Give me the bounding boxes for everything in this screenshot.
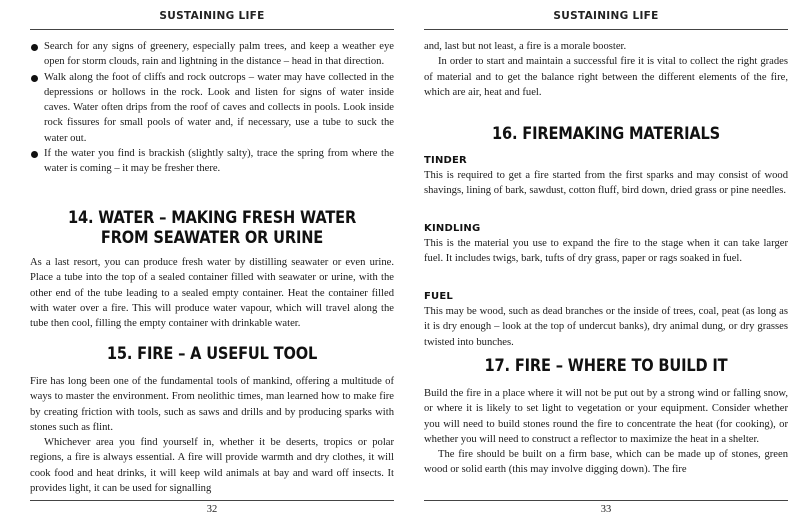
- fuel-block: [424, 290, 788, 350]
- bullet-icon: [31, 151, 38, 158]
- page-number: 33: [600, 504, 612, 515]
- kindling-block: [424, 222, 788, 267]
- header-rule: [30, 29, 394, 30]
- list-item: Search for any signs of greenery, especially palm trees, and keep a weather eye open for storm clouds, rain and lightning in the distance – head in that direction.: [30, 39, 394, 70]
- section-heading: 14. WATER – MAKING FRESH WATER FROM SEAWATER OR URINE: [67, 208, 357, 248]
- section-heading: 15. FIRE – A USEFUL TOOL: [106, 344, 318, 364]
- body-paragraph: Fire has long been one of the fundamental tools of mankind, offering a multitude of ways to master the environment. From neolithic times, man learned how to make fire by creating friction with tools, such as saws and drills and by producing sparks with stones such as flint.: [30, 376, 394, 433]
- section-17: [424, 356, 788, 478]
- subheading: FUEL: [424, 291, 453, 302]
- subheading: TINDER: [424, 155, 467, 166]
- subheading: KINDLING: [424, 223, 481, 234]
- header-rule: [424, 29, 788, 30]
- tinder-block: [424, 154, 788, 199]
- body-paragraph: As a last resort, you can produce fresh water by distilling seawater or even urine. Place a tube into the top of a sealed container filled with seawater or urine, with the other end of the tube leading to a sealed empty container. Heat the container filled with water over a fire. This will produce water vapour, which will travel along the tube then cool, filling the empty container with drinkable water.: [30, 257, 394, 330]
- list-item: If the water you find is brackish (slightly salty), trace the spring from where the water is coming – it may be fresher there.: [30, 146, 394, 177]
- bullet-icon: [31, 44, 38, 51]
- running-header: SUSTAINING LIFE: [553, 10, 659, 22]
- body-paragraph: This is required to get a fire started from the first sparks and may consist of wood shavings, lining of bark, sawdust, cotton fluff, bird down, dried grass or pine needles.: [424, 170, 788, 197]
- body-paragraph: In order to start and maintain a successful fire it is vital to collect the right grades of material and to get the balance right between the different elements of the fire, which are air, heat and fuel.: [424, 56, 788, 98]
- bullet-icon: [31, 75, 38, 82]
- section-14: [30, 208, 394, 331]
- body-paragraph: The fire should be built on a firm base, which can be made up of stones, green wood or solid earth (this may involve digging down). The fire: [424, 449, 788, 476]
- list-item: Walk along the foot of cliffs and rock outcrops – water may have collected in the depressions or hollows in the rock. Look and listen for signs of water inside caves. Water often drips from the roof of caves and collects in pools. Look inside rock fissures for small pools of water and, if necessary, use a tube to suck the water out.: [30, 70, 394, 146]
- bullet-list: [30, 39, 394, 177]
- body-paragraph: Build the fire in a place where it will not be put out by a strong wind or falling snow, or where it is likely to set light to vegetation or your equipment. Consider whether you will need to build stones round the fire to concentrate the heat (for cooking), or whether you will need to construct a reflector to maximize the heat in a shelter.: [424, 388, 788, 445]
- body-paragraph: Whichever area you find yourself in, whether it be deserts, tropics or polar regions, a fire is always essential. A fire will provide warmth and dry clothes, it will cook food and heat drinks, it will keep wild animals at bay and ward off insects. It provides light, it can be used for signalling: [30, 437, 394, 495]
- footer-rule: [30, 500, 394, 501]
- continuation-block: [424, 39, 788, 100]
- body-paragraph: This is the material you use to expand the fire to the stage when it can take larger fuel. It includes twigs, bark, tufts of dry grass, paper or rags soaked in fuel.: [424, 238, 788, 265]
- section-heading: 16. FIREMAKING MATERIALS: [491, 124, 721, 144]
- body-paragraph: This may be wood, such as dead branches or the inside of trees, coal, peat (as long as it is dry enough – look at the top of undercut banks), dry animal dung, or dry grasses twisted into bunches.: [424, 306, 788, 348]
- section-15: [30, 344, 394, 496]
- left-page: [30, 0, 394, 532]
- right-page: [424, 0, 788, 532]
- footer-rule: [424, 500, 788, 501]
- running-header: SUSTAINING LIFE: [159, 10, 265, 22]
- page-number: 32: [206, 504, 218, 515]
- bullet-list-block: [30, 39, 394, 177]
- body-paragraph: and, last but not least, a fire is a morale booster.: [424, 41, 627, 52]
- section-16: [424, 124, 788, 144]
- section-heading: 17. FIRE – WHERE TO BUILD IT: [484, 356, 728, 376]
